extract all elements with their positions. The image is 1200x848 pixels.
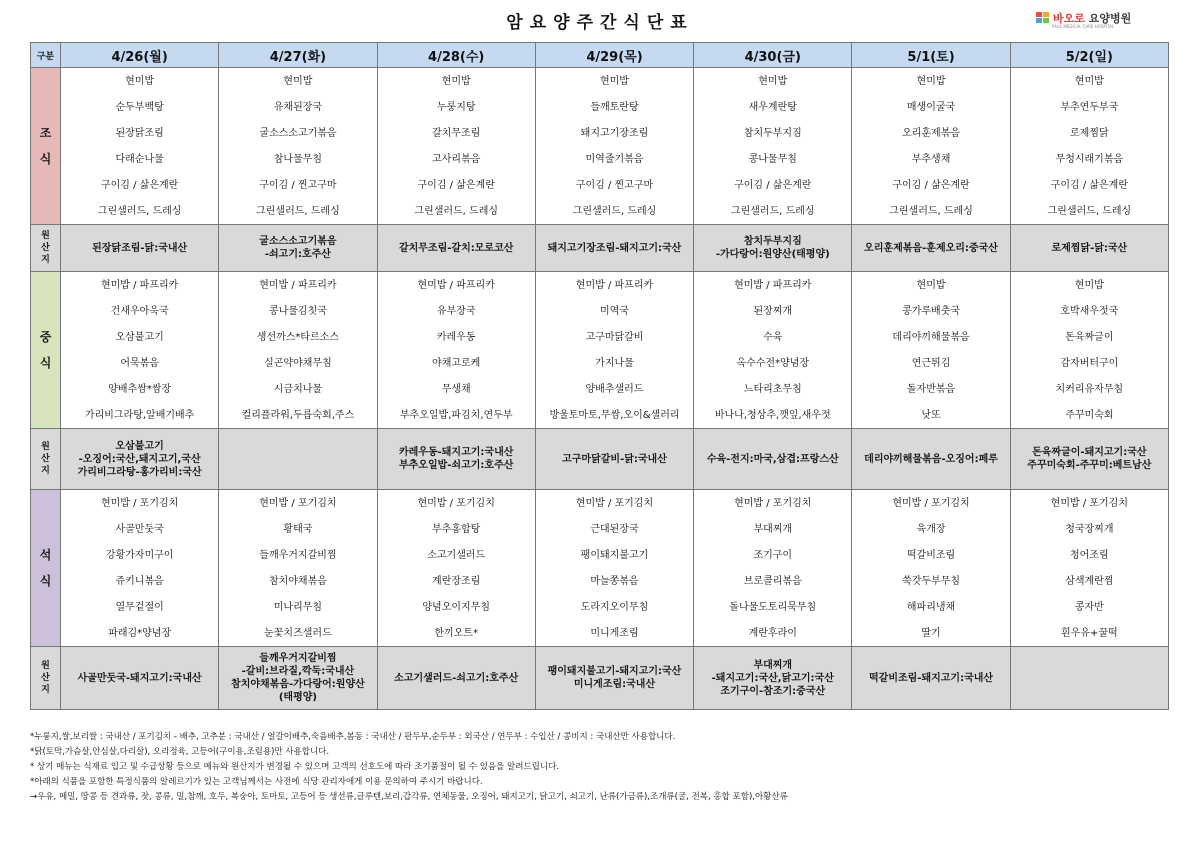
- lunch-label: 중 식: [31, 272, 61, 429]
- origin-cell: 고구마닭갈비-닭:국내산: [535, 429, 693, 490]
- header-day: 5/1(토): [852, 43, 1010, 68]
- origin-cell: 된장닭조림-닭:국내산: [61, 225, 219, 272]
- dish-item: 새우계란탕: [748, 101, 797, 113]
- dish-item: 돼지고기장조림: [580, 127, 649, 139]
- dish-list: [852, 490, 1009, 646]
- dish-item: 수육: [763, 331, 783, 343]
- dish-item: 부추연두부국: [1060, 101, 1119, 113]
- header-day: 5/2(일): [1010, 43, 1168, 68]
- dish-item: 시금치나물: [273, 383, 323, 395]
- dinner-day-cell: [694, 490, 852, 647]
- origin-label: 원 산 지: [31, 225, 61, 272]
- dish-list: [694, 68, 851, 224]
- dish-item: 오리훈제볶음: [902, 127, 961, 139]
- header-day: 4/30(금): [694, 43, 852, 68]
- dish-item: 계란후라이: [748, 627, 797, 639]
- dish-item: 현미밥: [1074, 279, 1104, 291]
- dish-item: 현미밥 / 파프리카: [100, 279, 179, 291]
- dish-item: 된장닭조림: [115, 127, 164, 139]
- dish-item: 눈꽃치즈샐러드: [264, 627, 332, 639]
- dish-item: 쥬키니볶음: [115, 575, 164, 587]
- dish-item: 들깨우거지갈비찜: [259, 549, 337, 561]
- dish-item: 도라지오이무침: [580, 601, 649, 613]
- dish-item: 그린샐러드, 드레싱: [730, 205, 815, 217]
- dish-item: 현미밥: [916, 75, 946, 87]
- dish-item: 삼색계란찜: [1065, 575, 1114, 587]
- dinner-day-cell: [535, 490, 693, 647]
- dinner-day-cell: [61, 490, 219, 647]
- origin-cell: 오리훈제볶음-훈제오리:중국산: [852, 225, 1010, 272]
- dish-item: 고사리볶음: [432, 153, 481, 165]
- dish-item: 그린샐러드, 드레싱: [572, 205, 657, 217]
- origin-cell: [219, 429, 377, 490]
- breakfast-day-cell: [61, 68, 219, 225]
- dish-item: 부추오일밥,파김치,연두부: [399, 409, 513, 421]
- breakfast-day-cell: [852, 68, 1010, 225]
- dish-item: 계란장조림: [432, 575, 481, 587]
- dish-item: 누룽지탕: [436, 101, 476, 113]
- dish-item: 생선까스*타르소스: [256, 331, 340, 343]
- dish-list: [694, 490, 851, 646]
- weekly-menu-table: [30, 42, 1169, 710]
- dish-item: 그린샐러드, 드레싱: [889, 205, 973, 217]
- dish-item: 그린샐러드, 드레싱: [97, 205, 182, 217]
- dish-item: 현미밥 / 포기김치: [100, 497, 179, 509]
- dish-item: 돈육짜글이: [1065, 331, 1114, 343]
- dish-item: 부추홍합탕: [432, 523, 481, 535]
- origin-cell: 카레우동-돼지고기:국내산 부추오일밥-쇠고기:호주산: [377, 429, 535, 490]
- origin-cell: 부대찌개 -돼지고기:국산,닭고기:국산 조기구이-참조기:중국산: [694, 647, 852, 710]
- menu-body: [31, 68, 1169, 710]
- logo-subtitle: PAUL MEDICAL CARE HOSPITAL: [1052, 24, 1115, 29]
- dish-item: 콩나물김칫국: [268, 305, 327, 317]
- logo-mark-icon: [1036, 12, 1050, 24]
- logo-brand: 바오로: [1053, 12, 1085, 25]
- origin-cell: 돈육짜글이-돼지고기:국산 주꾸미숙회-주꾸미:베트남산: [1010, 429, 1168, 490]
- dish-item: 연근튀김: [911, 357, 951, 369]
- dish-item: 콩자반: [1074, 601, 1104, 613]
- dish-item: 호박새우젓국: [1060, 305, 1119, 317]
- lunch-day-cell: [694, 272, 852, 429]
- dish-item: 한끼오트*: [434, 627, 479, 639]
- dish-item: 미역국: [599, 305, 629, 317]
- dish-item: 파래김*양념장: [108, 627, 172, 639]
- dish-list: [694, 272, 851, 428]
- origin-cell: 로제찜닭-닭:국산: [1010, 225, 1168, 272]
- dish-item: 주꾸미숙회: [1065, 409, 1114, 421]
- dish-list: [852, 272, 1009, 428]
- dish-item: 카레우동: [436, 331, 476, 343]
- breakfast-label: 조 식: [31, 68, 61, 225]
- dish-item: 참치두부지짐: [743, 127, 802, 139]
- dish-item: 쑥갓두부무침: [902, 575, 961, 587]
- breakfast-day-cell: [1010, 68, 1168, 225]
- dish-item: 사골만둣국: [115, 523, 164, 535]
- dish-item: 딸기: [921, 627, 941, 639]
- header-label: 구분: [31, 43, 61, 68]
- logo-rest: 요양병원: [1084, 12, 1132, 25]
- dish-list: [536, 490, 693, 646]
- dish-item: 청국장찌개: [1065, 523, 1114, 535]
- dish-item: 구이김 / 삶은계란: [100, 179, 179, 191]
- lunch-origin-row: [31, 429, 1169, 490]
- header-day: 4/28(수): [377, 43, 535, 68]
- dish-item: 양념오이지무침: [422, 601, 491, 613]
- dish-list: [536, 68, 693, 224]
- note-line: *닭(토막,가슴살,안심살,다리살), 오리정육, 고등어(구이용,조림용)만 사용합니다.: [30, 747, 330, 757]
- dish-item: 현미밥 / 포기김치: [892, 497, 970, 509]
- origin-cell: 들깨우거지갈비찜 -갈비:브라질,깍둑:국내산 참치야채볶음-가다랑어:원양산 (태평양): [219, 647, 377, 710]
- dish-item: 현미밥: [599, 75, 629, 87]
- dish-item: 소고기샐러드: [427, 549, 486, 561]
- note-line: *누룽지,쌀,보리쌀 : 국내산 / 포기김치 - 배추, 고추분 : 국내산 / 얼갈이배추,숙음배추,봄동 : 국내산 / 판두부,순두부 : 외국산 / 연두부 : 수입산 / 콩비지 : 국내산만 사용합니다.: [30, 732, 676, 742]
- dish-item: 떡갈비조림: [906, 549, 956, 561]
- dish-item: 무청시래기볶음: [1055, 153, 1124, 165]
- dish-item: 돌나물도토리묵무침: [729, 601, 817, 613]
- dish-item: 그린샐러드, 드레싱: [414, 205, 499, 217]
- dish-item: 감자버터구이: [1060, 357, 1119, 369]
- header-day: 4/27(화): [219, 43, 377, 68]
- dish-list: [61, 68, 218, 224]
- dish-list: [219, 490, 376, 646]
- dish-item: 돌자반볶음: [906, 383, 956, 395]
- dish-item: 현미밥: [758, 75, 788, 87]
- origin-label: 원 산 지: [31, 429, 61, 490]
- dish-item: 콩가루배춧국: [902, 305, 961, 317]
- dish-item: 현미밥: [441, 75, 471, 87]
- dish-list: [61, 490, 218, 646]
- dish-item: 유채된장국: [273, 101, 323, 113]
- dish-item: 치커리유자무침: [1055, 383, 1124, 395]
- dish-item: 컬리플라워,두릅숙회,주스: [241, 409, 355, 421]
- dish-list: [378, 68, 535, 224]
- dish-item: 그린샐러드, 드레싱: [1047, 205, 1132, 217]
- dish-item: 강황가자미구이: [105, 549, 174, 561]
- origin-cell: 데리야끼해물볶음-오징어:페루: [852, 429, 1010, 490]
- dish-item: 오삼불고기: [115, 331, 164, 343]
- dish-list: [1011, 272, 1168, 428]
- dish-list: [378, 490, 535, 646]
- origin-cell: 오삼불고기 -오징어:국산,돼지고기,국산 가리비그라탕-홍가리비:국산: [61, 429, 219, 490]
- dish-item: 구이김 / 삶은계란: [1050, 179, 1129, 191]
- dish-item: 현미밥 / 포기김치: [417, 497, 495, 509]
- dish-item: 현미밥 / 파프리카: [734, 279, 812, 291]
- lunch-day-cell: [535, 272, 693, 429]
- dinner-day-cell: [1010, 490, 1168, 647]
- dish-item: 현미밥 / 파프리카: [259, 279, 337, 291]
- page-title: 암요양주간식단표: [506, 13, 694, 33]
- breakfast-day-cell: [535, 68, 693, 225]
- dish-item: 흰우유+꿀떡: [1061, 627, 1118, 639]
- dish-item: 황태국: [283, 523, 313, 535]
- dish-list: [536, 272, 693, 428]
- dish-item: 양배추샐러드: [585, 383, 644, 395]
- dish-item: 매생이굴국: [906, 101, 956, 113]
- dish-item: 유부장국: [436, 305, 476, 317]
- dish-item: 구이김 / 삶은계란: [892, 179, 970, 191]
- lunch-day-cell: [377, 272, 535, 429]
- origin-cell: 떡갈비조림-돼지고기:국내산: [852, 647, 1010, 710]
- dish-item: 현미밥 / 파프리카: [575, 279, 654, 291]
- dish-item: 낫또: [921, 409, 941, 421]
- dish-item: 미역줄기볶음: [585, 153, 644, 165]
- dish-item: 현미밥: [1074, 75, 1104, 87]
- origin-cell: 갈치무조림-갈치:모로코산: [377, 225, 535, 272]
- dinner-day-cell: [852, 490, 1010, 647]
- dish-item: 참나물무침: [273, 153, 323, 165]
- origin-cell: 팽이돼지불고기-돼지고기:국산 미니게조림:국내산: [535, 647, 693, 710]
- note-line: *아래의 식품을 포함한 특정식품의 알레르기가 있는 고객님께서는 사전에 식당 관리자에게 이용 문의하여 주시기 바랍니다.: [30, 777, 483, 787]
- dish-item: 느타리초무침: [743, 383, 802, 395]
- lunch-day-cell: [852, 272, 1010, 429]
- lunch-row: [31, 272, 1169, 429]
- note-line: →우유, 메밀, 땅콩 등 견과류, 잣, 콩류, 밀,참깨, 호두, 복숭아, 토마토, 고등어 등 생선류,글루텐,보리,갑각류, 연체동물, 오징어, 돼지고기, 닭고기, 쇠고기, 난류(가금류),조개류(굴, 전복, 홍합 포함),아황산류: [30, 792, 788, 802]
- dish-list: [219, 68, 376, 224]
- origin-cell: 참치두부지짐 -가다랑어:원양산(태평양): [694, 225, 852, 272]
- origin-cell: 사골만둣국-돼지고기:국내산: [61, 647, 219, 710]
- dish-list: [852, 68, 1009, 224]
- dinner-row: [31, 490, 1169, 647]
- dish-item: 가리비그라탕,알배기배추: [84, 409, 195, 421]
- breakfast-day-cell: [219, 68, 377, 225]
- note-line: * 상기 메뉴는 식재료 입고 및 수급상황 등으로 메뉴와 원산지가 변경될 수 있으며 고객의 선호도에 따라 조기품절이 될 수 있음을 알려드립니다.: [30, 762, 560, 772]
- dish-item: 열무겉절이: [115, 601, 164, 613]
- dish-item: 옥수수전*양념장: [736, 357, 810, 369]
- dinner-label: 석 식: [31, 490, 61, 647]
- dish-item: 조기구이: [753, 549, 793, 561]
- dish-item: 해파리냉채: [906, 601, 956, 613]
- dish-item: 야채고로케: [432, 357, 481, 369]
- dish-item: 현미밥 / 파프리카: [417, 279, 495, 291]
- dish-item: 부추생채: [911, 153, 951, 165]
- dish-item: 현미밥 / 포기김치: [734, 497, 812, 509]
- dish-item: 현미밥 / 포기김치: [1050, 497, 1129, 509]
- dish-item: 육개장: [916, 523, 946, 535]
- dinner-origin-row: [31, 647, 1169, 710]
- dinner-day-cell: [219, 490, 377, 647]
- breakfast-origin-row: [31, 225, 1169, 272]
- dish-item: 현미밥 / 포기김치: [259, 497, 337, 509]
- origin-label: 원 산 지: [31, 647, 61, 710]
- dish-item: 현미밥: [916, 279, 946, 291]
- dish-item: 구이김 / 찐고구마: [259, 179, 337, 191]
- header-row: [31, 43, 1169, 68]
- dish-list: [1011, 68, 1168, 224]
- dish-list: [378, 272, 535, 428]
- dish-item: 고구마닭갈비: [585, 331, 644, 343]
- dish-item: 현미밥: [125, 75, 155, 87]
- dish-item: 현미밥: [283, 75, 313, 87]
- dish-item: 콩나물무침: [748, 153, 797, 165]
- breakfast-day-cell: [694, 68, 852, 225]
- dish-item: 마늘쫑볶음: [590, 575, 639, 587]
- dish-item: 갈치무조림: [432, 127, 481, 139]
- dish-item: 바나나,청상추,깻잎,새우젓: [714, 409, 831, 421]
- dish-item: 미니게조림: [590, 627, 639, 639]
- dish-item: 로제찜닭: [1070, 127, 1109, 139]
- dish-item: 양배추쌈*쌈장: [108, 383, 172, 395]
- dish-item: 다래순나물: [115, 153, 164, 165]
- origin-cell: 수육-전지:마국,삼겹:프랑스산: [694, 429, 852, 490]
- dish-list: [61, 272, 218, 428]
- breakfast-day-cell: [377, 68, 535, 225]
- dish-item: 어묵볶음: [120, 357, 159, 369]
- origin-cell: 굴소스소고기볶음 -쇠고기:호주산: [219, 225, 377, 272]
- lunch-day-cell: [61, 272, 219, 429]
- dish-list: [1011, 490, 1168, 646]
- dish-item: 가지나물: [595, 357, 634, 369]
- dish-item: 부대찌개: [753, 523, 793, 535]
- origin-cell: 돼지고기장조림-돼지고기:국산: [535, 225, 693, 272]
- dish-item: 된장찌개: [753, 305, 793, 317]
- dish-item: 브로콜리볶음: [743, 575, 802, 587]
- header-day: 4/29(목): [535, 43, 693, 68]
- dish-item: 근대된장국: [590, 523, 639, 535]
- lunch-day-cell: [219, 272, 377, 429]
- dinner-day-cell: [377, 490, 535, 647]
- notes-section: [30, 730, 1170, 805]
- dish-item: 참치야채볶음: [268, 575, 327, 587]
- dish-item: 데리야끼해물볶음: [892, 331, 970, 343]
- dish-item: 들깨토란탕: [590, 101, 639, 113]
- dish-item: 미나리무침: [273, 601, 323, 613]
- dish-item: 방울토마토,무쌈,오이&샐러리: [549, 409, 680, 421]
- origin-cell: [1010, 647, 1168, 710]
- dish-item: 현미밥 / 포기김치: [575, 497, 654, 509]
- dish-item: 순두부백탕: [115, 101, 164, 113]
- dish-item: 건새우아욱국: [110, 305, 169, 317]
- dish-item: 구이김 / 찐고구마: [575, 179, 654, 191]
- dish-item: 그린샐러드, 드레싱: [256, 205, 340, 217]
- dish-item: 팽이돼지불고기: [580, 549, 649, 561]
- dish-list: [219, 272, 376, 428]
- header-day: 4/26(월): [61, 43, 219, 68]
- origin-cell: 소고기샐러드-쇠고기:호주산: [377, 647, 535, 710]
- breakfast-row: [31, 68, 1169, 225]
- lunch-day-cell: [1010, 272, 1168, 429]
- dish-item: 실곤약야채무침: [264, 357, 332, 369]
- dish-item: 무생채: [441, 383, 471, 395]
- dish-item: 굴소스소고기볶음: [259, 127, 337, 139]
- dish-item: 청어조림: [1070, 549, 1109, 561]
- dish-item: 구이김 / 삶은계란: [734, 179, 812, 191]
- dish-item: 구이김 / 삶은계란: [417, 179, 495, 191]
